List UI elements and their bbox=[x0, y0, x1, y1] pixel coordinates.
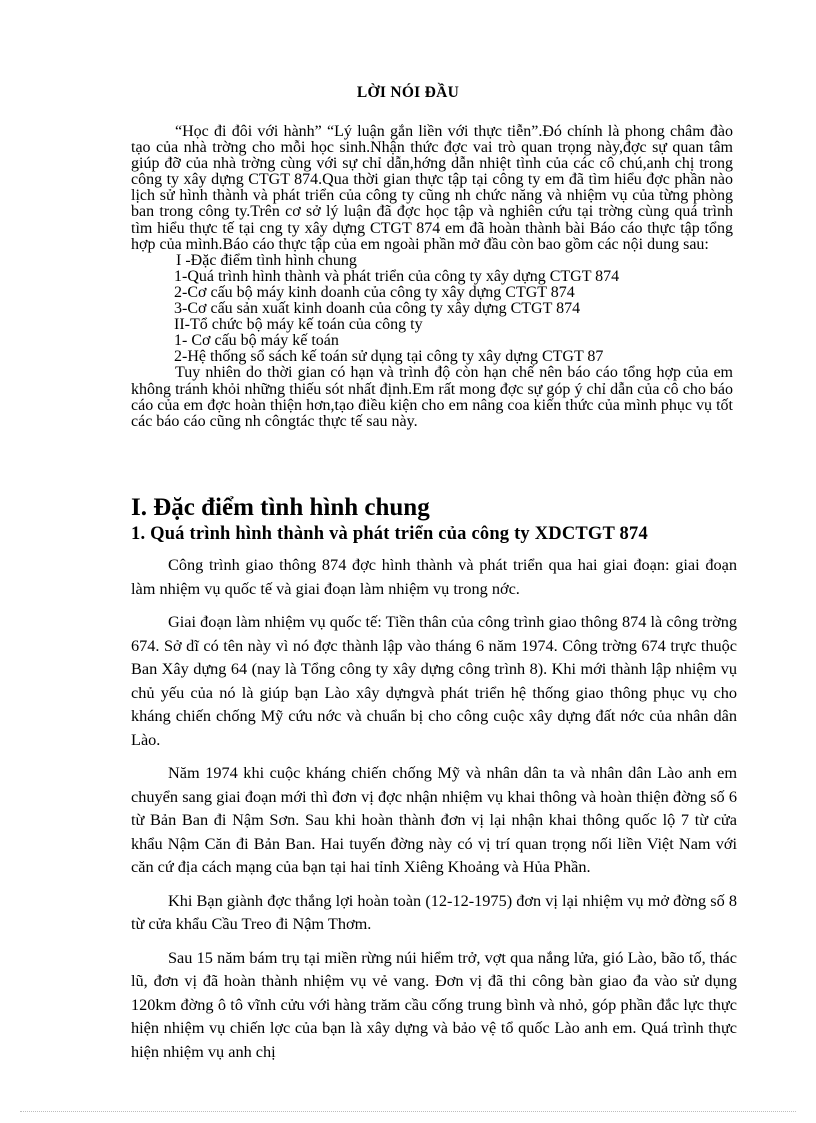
body-paragraph: Khi Bạn giành đợc thắng lợi hoàn toàn (12-12-1975) đơn vị lại nhiệm vụ mở đờng số 8 từ cửa khẩu Cầu Treo đi Nậm Thơm. bbox=[131, 890, 737, 933]
toc-item: 1- Cơ cấu bộ máy kế toán bbox=[174, 332, 339, 350]
toc-item: II-Tổ chức bộ máy kế toán của công ty bbox=[174, 316, 423, 334]
page-bottom-divider bbox=[20, 1111, 796, 1112]
intro-section bbox=[131, 124, 733, 430]
toc-item: I -Đặc điểm tình hình chung bbox=[176, 251, 357, 269]
toc-item: 2-Cơ cấu bộ máy kinh doanh của công ty xây dựng CTGT 874 bbox=[174, 283, 575, 301]
section-heading: I. Đặc điểm tình hình chung bbox=[131, 494, 430, 521]
toc-item: 1-Quá trình hình thành và phát triển của công ty xây dựng CTGT 874 bbox=[174, 267, 620, 285]
body-section bbox=[131, 553, 737, 1073]
intro-closing-paragraph: Tuy nhiên do thời gian có hạn và trình độ còn hạn chế nên báo cáo tổng hợp của em không tránh khỏi những thiếu sót nhất định.Em rất mong đợc sự góp ý chỉ dẫn của cô cho báo cáo của em đợc hoàn thiện hơn,tạo điều kiện cho em nâng coa kiến thức của mình phục vụ tốt các báo cáo cũng nh côngtác thực tế sau này. bbox=[131, 364, 733, 430]
subsection-heading: 1. Quá trình hình thành và phát triển của công ty XDCTGT 874 bbox=[131, 524, 648, 544]
toc-item: 3-Cơ cấu sản xuất kinh doanh của công ty xây dựng CTGT 874 bbox=[174, 300, 581, 318]
body-paragraph: Công trình giao thông 874 đợc hình thành và phát triển qua hai giai đoạn: giai đoạn làm nhiệm vụ quốc tế và giai đoạn làm nhiệm vụ trong nớc. bbox=[131, 555, 737, 598]
body-paragraph: Năm 1974 khi cuộc kháng chiến chống Mỹ và nhân dân ta và nhân dân Lào anh em chuyển sang giai đoạn mới thì đơn vị đợc nhận nhiệm vụ khai thông và hoàn thiện đờng số 6 từ Bản Ban đi Nậm Sơn. Sau khi hoàn thành đơn vị lại nhận khai thông quốc lộ 7 từ cửa khẩu Nậm Căn đi Bản Ban. Hai tuyến đờng này có vị trí quan trọng nối liền Việt Nam với căn cứ địa cách mạng của bạn tại hai tỉnh Xiêng Khoảng và Hủa Phần. bbox=[131, 763, 737, 876]
body-paragraph: Giai đoạn làm nhiệm vụ quốc tế: Tiền thân của công trình giao thông 874 là công trờng 674. Sở dĩ có tên này vì nó đợc thành lập vào tháng 6 năm 1974. Công trờng 674 trực thuộc Ban Xây dựng 64 (nay là Tổng công ty xây dựng công trình 8). Khi mới thành lập nhiệm vụ chủ yếu của nó là giúp bạn Lào xây dựngvà phát triển hệ thống giao thông phục vụ cho kháng chiến chống Mỹ cứu nớc và chuẩn bị cho công cuộc xây dựng đất nớc của nhân dân Lào. bbox=[131, 612, 737, 749]
page-title: LỜI NÓI ĐẦU bbox=[356, 84, 460, 101]
intro-paragraph: “Học đi đôi với hành” “Lý luận gắn liền với thực tiễn”.Đó chính là phong châm đào tạo của nhà trờng cho mỗi học sinh.Nhận thức đợc vai trò quan trọng này,đợc sự quan tâm giúp đỡ của nhà trờng cùng với sự chỉ dẫn,hớng dẫn nhiệt tình của các cô chú,anh chị trong công ty xây dựng CTGT 874.Qua thời gian thực tập tại công ty em đã tìm hiểu đợc phần nào lịch sử hình thành và phát triển của công ty cũng nh chức năng và nhiệm vụ của từng phòng ban trong công ty.Trên cơ sở lý luận đã đợc học tập và nghiên cứu tại trờng cùng quá trình tìm hiểu thực tế tại cng ty xây dựng CTGT 874 em đã hoàn thành bài Báo cáo thực tập tổng hợp của mình.Báo cáo thực tập của em ngoài phần mở đầu còn bao gồm các nội dung sau: bbox=[131, 123, 733, 253]
body-paragraph: Sau 15 năm bám trụ tại miền rừng núi hiểm trở, vợt qua nắng lửa, gió Lào, bão tố, thác lũ, đơn vị đã hoàn thành nhiệm vụ vẻ vang. Đơn vị đã thi công bàn giao đa vào sử dụng 120km đờng ô tô vĩnh cửu với hàng trăm cầu cống trung bình và nhỏ, góp phần đắc lực thực hiện nhiệm vụ chiến lợc của bạn là xây dựng và bảo vệ tổ quốc Lào anh em. Quá trình thực hiện nhiệm vụ anh chị bbox=[131, 947, 737, 1061]
toc-item: 2-Hệ thống sổ sách kế toán sử dụng tại công ty xây dựng CTGT 87 bbox=[174, 348, 604, 366]
